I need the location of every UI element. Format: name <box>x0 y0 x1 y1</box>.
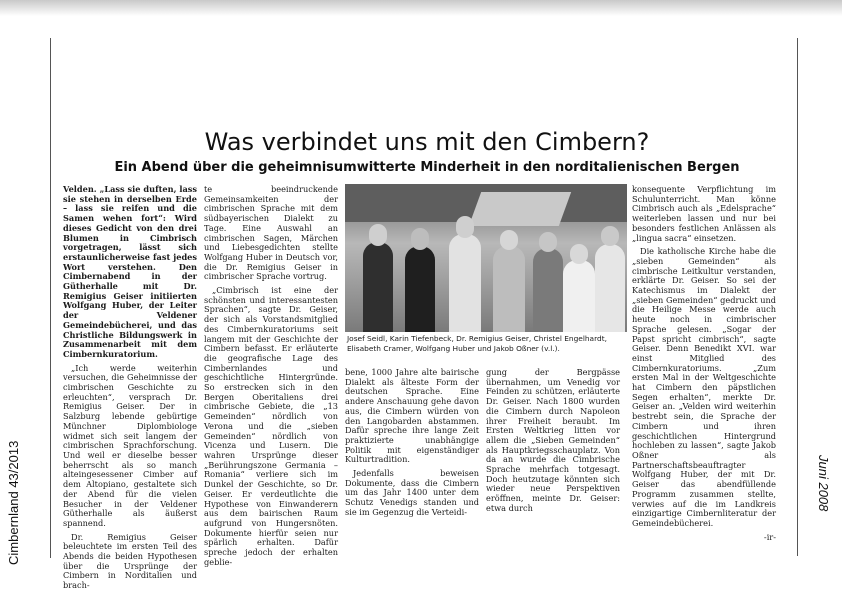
clipping-border-right <box>797 38 798 556</box>
article-column-2 <box>204 185 338 571</box>
source-note: Cimbernland 43/2013 <box>6 440 21 565</box>
date-note: Juni 2008 <box>816 455 831 512</box>
scan-top-shadow <box>0 0 842 16</box>
paragraph: „Ich werde weiterhin versuchen, die Geheimnisse der cimbrischen Geschichte zu erleuchten“, versprach Dr. Remigius Geiser. Der in Salzburg lebende gebürtige Münchner Diplombiologe widmet sich seit langem der cimbrischen Sprachforschung. Und weil er dieselbe besser beherrscht als so manch alteingesessener Cimber auf dem Altopiano, gestaltete sich der Abend für die vielen Besucher in der Veldener Gütherhalle als äußerst spannend. <box>63 362 197 528</box>
article-column-3 <box>345 368 479 522</box>
clipping-border-left <box>50 38 51 558</box>
article-column-1 <box>63 185 197 595</box>
article-headline: Was verbindet uns mit den Cimbern? <box>204 128 650 156</box>
article-column-5 <box>632 185 776 546</box>
paragraph: gung der Bergpässe übernahmen, um Venedig vor Feinden zu schützen, erläuterte Dr. Geiser. Nach 1800 wurden die Cimbern durch Napoleon ihrer Freiheit beraubt. Im Ersten Weltkrieg litten vor allem die „Sieben Gemeinden“ als Hauptkriegsschauplatz. Von da an wurde die Cimbrische Sprache mehrfach totgesagt. Doch heutzutage könnten sich wieder neue Perspektiven eröffnen, meinte Dr. Geiser: etwa durch <box>486 367 620 513</box>
author-signature: -ir- <box>763 531 776 542</box>
paragraph: Dr. Remigius Geiser beleuchtete im ersten Teil des Abends die beiden Hypothesen über die Ursprünge der Cimbern in Norditalien und brach- <box>63 531 197 591</box>
article-subhead: Ein Abend über die geheimnisumwitterte Minderheit in den norditalienischen Bergen <box>114 160 740 175</box>
article-column-4 <box>486 368 620 518</box>
paragraph: Die katholische Kirche habe die „sieben Gemeinden“ als cimbrische Leitkultur verstanden, erklärte Dr. Geiser. So sei der Katechismus im Dialekt der „sieben Gemeinden“ gedruckt und die Heilige Messe werde auch heute noch in cimbrischer Sprache gelesen. „Sogar der Papst spricht cimbrisch“, sagte Geiser. Denn Benedikt XVI. war einst Mitglied des Cimbernkuratoriums. „Zum ersten Mal in der Weltgeschichte hat Cimbern den päpstlichen Segen erhalten“, merkte Dr. Geiser an. „Velden wird weiterhin bestrebt sein, die Sprache der Cimbern und ihren geschichtlichen Hintergrund hochleben zu lassen“, sagte Jakob Oßner als Partnerschaftsbeauftragter Wolfgang Huber, der mit Dr. Geiser das abendfüllende Programm zusammen stellte, verwies auf die im Landkreis einzigartige Cimbernliteratur der Gemeindebücherei. <box>632 246 776 528</box>
article-lead: Velden. „Lass sie duften, lass sie stehen in derselben Erde – lass sie reifen und die Samen wehen fort“: Wird dieses Gedicht von den drei Blumen in Cimbrisch vorgetragen, lässt sich erstaunlicherweise fast jedes Wort verstehen. Den Cimbernabend in der Gütherhalle mit Dr. Remigius Geiser initiierten Wolfgang Huber, der Leiter der Veldener Gemeindebücherei, und das Christliche Bildungswerk in Zusammenarbeit mit dem Cimbernkuratorium. <box>63 184 197 359</box>
paragraph: Jedenfalls beweisen Dokumente, dass die Cimbern um das Jahr 1400 unter dem Schutz Venedigs standen und sie im Gegenzug die Verteidi- <box>345 468 479 517</box>
group-photo <box>345 184 627 332</box>
paragraph: te beeindruckende Gemeinsamkeiten der cimbrischen Sprache mit dem südbayerischen Dialekt zu Tage. Eine Auswahl an cimbrischen Sagen, Märchen und Liebesgedichten stellte Wolfgang Huber in Deutsch vor, die Dr. Remigius Geiser in cimbrischer Sprache vortrug. <box>204 184 338 282</box>
paragraph: bene, 1000 Jahre alte bairische Dialekt als älteste Form der deutschen Sprache. Eine andere Anschauung gehe davon aus, die Cimbern würden von den Langobarden abstammen. Dafür spreche ihre lange Zeit praktizierte unabhängige Politik mit eigenständiger Kulturtradition. <box>345 367 479 465</box>
paragraph: „Cimbrisch ist eine der schönsten und interessantesten Sprachen“, sagte Dr. Geiser, der sich als Vorstandsmitglied des Cimbernkuratoriums seit langem mit der Geschichte der Cimbern befasst. Er erläuterte die geografische Lage des Cimbernlandes und geschichtliche Hintergründe. So erstrecken sich in den Bergen Oberitaliens drei cimbrische Gebiete, die „13 Gemeinden“ nördlich von Verona und die „sieben Gemeinden“ nördlich von Vicenza und Lusern. Die wahren Ursprünge dieser „Berührungszone Germania – Romania“ verliere sich im Dunkel der Geschichte, so Dr. Geiser. Er verdeutlichte die Hypothese von Einwanderern aus dem bairischen Raum aufgrund von Hungersnöten. Dokumente hierfür seien nur spärlich erhalten. Dafür spreche jedoch der erhalten geblie- <box>204 285 338 567</box>
photo-caption: Josef Seidl, Karin Tiefenbeck, Dr. Remigius Geiser, Christel Engelhardt, Elisabeth Cramer, Wolfgang Huber und Jakob Oßner (v.l.). <box>347 334 607 353</box>
paragraph: konsequente Verpflichtung im Schulunterricht. Man könne Cimbrisch auch als „Edelsprache“ weiterleben lassen und nur bei besonders festlichen Anlässen als „lingua sacra“ einsetzen. <box>632 184 776 243</box>
